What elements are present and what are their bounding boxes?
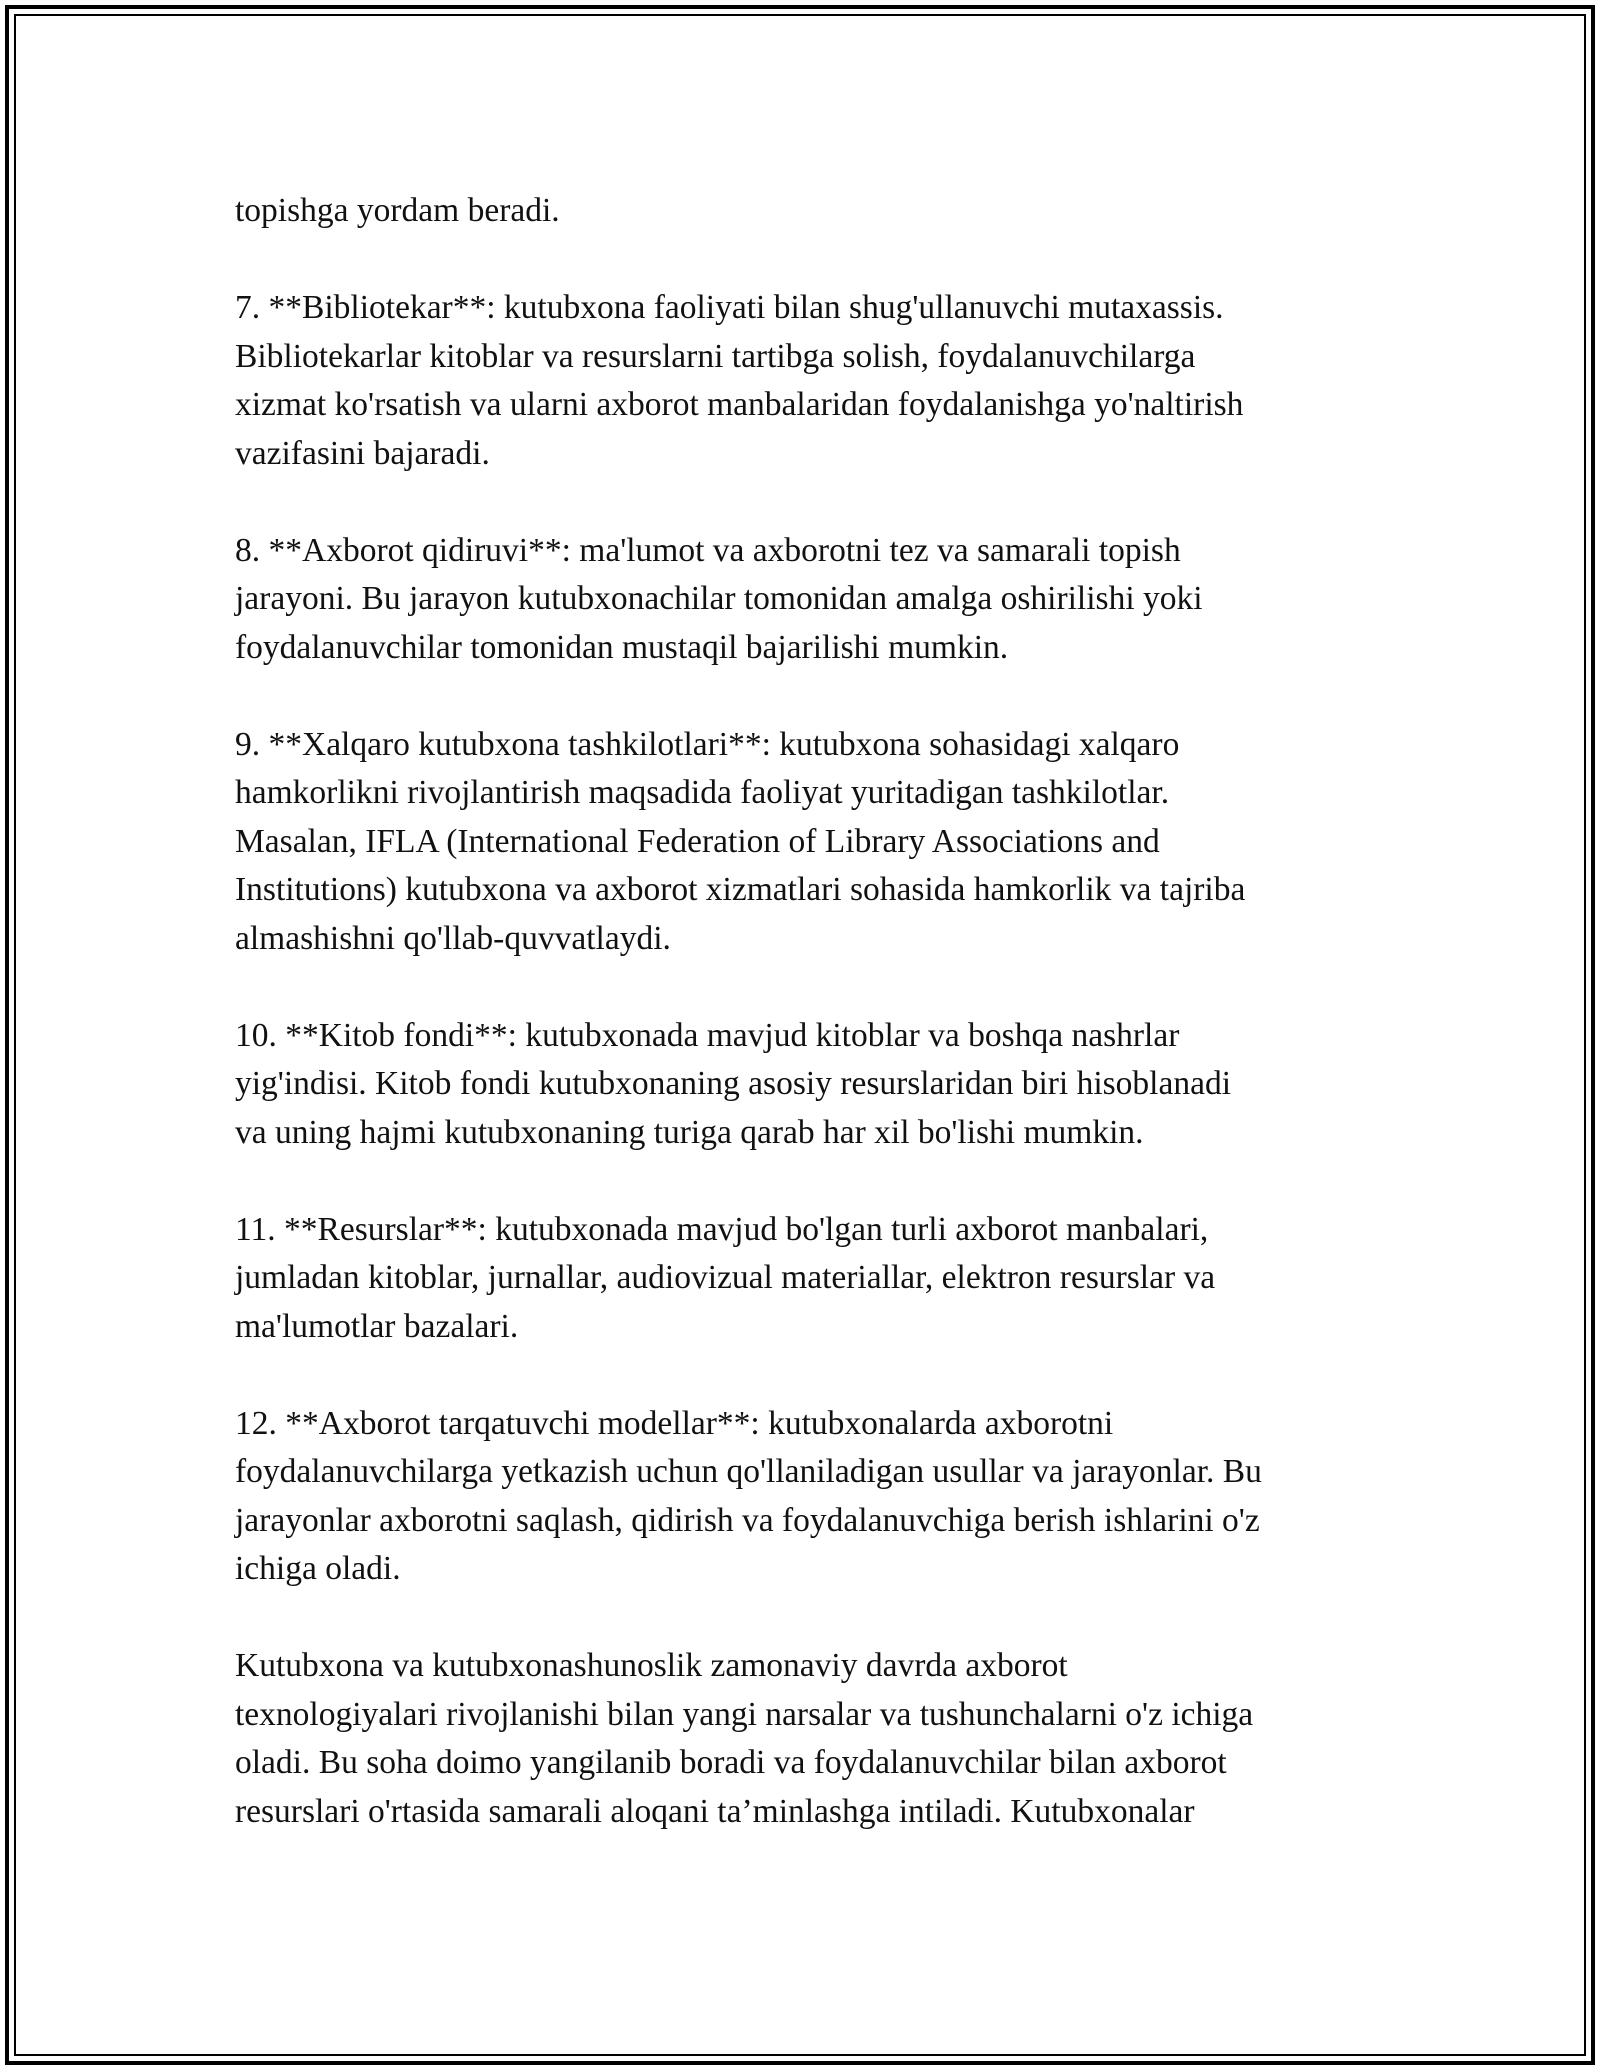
text-line: Bibliotekarlar kitoblar va resurslarni tartibga solish, foydalanuvchilarga [235, 337, 1196, 375]
text-line: jarayonlar axborotni saqlash, qidirish va foydalanuvchiga berish ishlarini o'z [235, 1501, 1260, 1539]
text-line: xizmat ko'rsatish va ularni axborot manbalaridan foydalanishga yo'naltirish [235, 386, 1244, 423]
text-line: oladi. Bu soha doimo yangilanib boradi va foydalanuvchilar bilan axborot [235, 1744, 1227, 1781]
text-line: ichiga oladi. [235, 1550, 401, 1587]
text-line: texnologiyalari rivojlanishi bilan yangi narsalar va tushunchalarni o'z ichiga [235, 1695, 1254, 1733]
text-line: Institutions) kutubxona va axborot xizmatlari sohasida hamkorlik va tajriba [235, 871, 1246, 908]
text-line: almashishni qo'llab-quvvatlaydi. [235, 919, 671, 957]
paragraph-item-12 [235, 1400, 1370, 1594]
text-line: jarayoni. Bu jarayon kutubxonachilar tomonidan amalga oshirilishi yoki [235, 580, 1203, 617]
text-line: 12. **Axborot tarqatuvchi modellar**: kutubxonalarda axborotni [235, 1404, 1114, 1442]
text-line: yig'indisi. Kitob fondi kutubxonaning asosiy resurslaridan biri hisoblanadi [235, 1065, 1232, 1102]
text-line: va uning hajmi kutubxonaning turiga qarab har xil bo'lishi mumkin. [235, 1113, 1144, 1151]
text-line: foydalanuvchilar tomonidan mustaqil bajarilishi mumkin. [235, 628, 1009, 666]
text-line: 8. **Axborot qidiruvi**: ma'lumot va axborotni tez va samarali topish [235, 531, 1181, 569]
text-line: hamkorlikni rivojlantirish maqsadida faoliyat yuritadigan tashkilotlar. [235, 774, 1170, 811]
paragraph-continuation [235, 187, 1370, 236]
text-line: vazifasini bajaradi. [235, 434, 490, 472]
text-line: Masalan, IFLA (International Federation of Library Associations and [235, 822, 1160, 860]
text-line: topishga yordam beradi. [235, 192, 560, 229]
paragraph-item-8 [235, 527, 1370, 673]
text-line: foydalanuvchilarga yetkazish uchun qo'llaniladigan usullar va jarayonlar. Bu [235, 1453, 1262, 1490]
text-line: 9. **Xalqaro kutubxona tashkilotlari**: kutubxona sohasidagi xalqaro [235, 725, 1180, 763]
text-line: 10. **Kitob fondi**: kutubxonada mavjud kitoblar va boshqa nashrlar [235, 1016, 1180, 1054]
paragraph-item-7 [235, 284, 1370, 478]
text-line: Kutubxona va kutubxonashunoslik zamonaviy davrda axborot [235, 1647, 1068, 1684]
text-line: jumladan kitoblar, jurnallar, audiovizual materiallar, elektron resurslar va [235, 1259, 1216, 1296]
paragraph-item-10 [235, 1012, 1370, 1158]
paragraph-item-11 [235, 1206, 1370, 1352]
text-line: 11. **Resurslar**: kutubxonada mavjud bo'lgan turli axborot manbalari, [235, 1210, 1209, 1248]
paragraph-conclusion [235, 1642, 1370, 1836]
text-line: resurslari o'rtasida samarali aloqani ta’minlashga intiladi. Kutubxonalar [235, 1792, 1195, 1830]
document-body [235, 187, 1370, 1885]
text-line: ma'lumotlar bazalari. [235, 1307, 519, 1345]
text-line: 7. **Bibliotekar**: kutubxona faoliyati bilan shug'ullanuvchi mutaxassis. [235, 289, 1224, 326]
paragraph-item-9 [235, 721, 1370, 964]
